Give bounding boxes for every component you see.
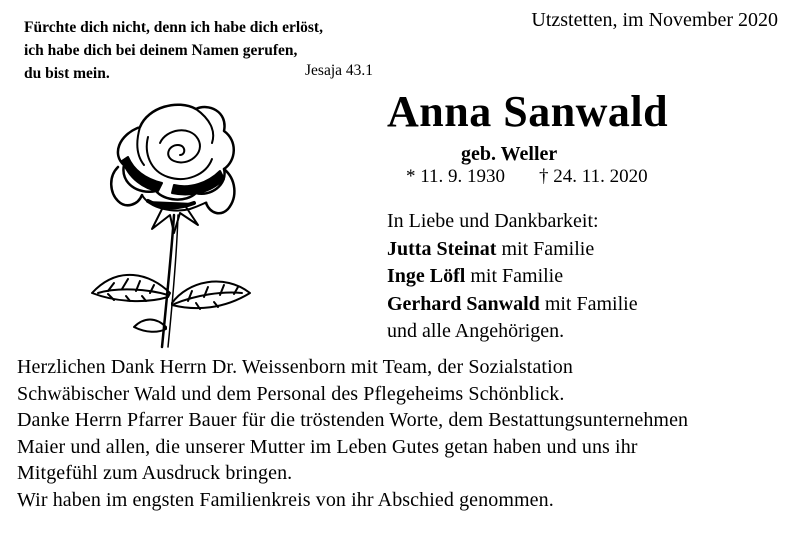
mourners-intro: In Liebe und Dankbarkeit: bbox=[387, 210, 599, 232]
mourner-suffix: mit Familie bbox=[539, 292, 638, 315]
mourner-name: Inge Löfl bbox=[387, 265, 466, 287]
thanks-line: Schwäbischer Wald und dem Personal des Pflegeheims Schönblick. bbox=[17, 382, 565, 405]
mourner-name: Gerhard Sanwald bbox=[387, 292, 540, 315]
birth-name: geb. Weller bbox=[461, 143, 558, 165]
death-date: † 24. 11. 2020 bbox=[539, 166, 648, 187]
verse-line: Fürchte dich nicht, denn ich habe dich erlöst, bbox=[24, 19, 323, 36]
rose-icon bbox=[78, 97, 258, 352]
mourner-line bbox=[387, 263, 638, 291]
thanks-line: Mitgefühl zum Ausdruck bringen. bbox=[17, 462, 293, 484]
birth-date: * 11. 9. 1930 bbox=[406, 166, 506, 187]
thanks-line: Wir haben im engsten Familienkreis von ihr Abschied genommen. bbox=[17, 488, 554, 511]
mourner-suffix: mit Familie bbox=[496, 237, 595, 260]
verse-line: ich habe dich bei deinem Namen gerufen, bbox=[24, 42, 298, 59]
mourners-closing: und alle Angehörigen. bbox=[387, 320, 565, 342]
thanks-line: Maier und allen, die unserer Mutter im Leben Gutes getan haben und uns ihr bbox=[17, 435, 638, 458]
mourner-name: Jutta Steinat bbox=[387, 237, 497, 260]
thanks-line: Herzlichen Dank Herrn Dr. Weissenborn mit Team, der Sozialstation bbox=[17, 356, 573, 378]
mourner-suffix: mit Familie bbox=[465, 265, 564, 287]
verse-line: du bist mein. bbox=[24, 65, 110, 82]
bible-verse bbox=[24, 16, 323, 85]
deceased-name: Anna Sanwald bbox=[387, 87, 669, 136]
verse-reference: Jesaja 43.1 bbox=[305, 62, 374, 79]
thanks-line: Danke Herrn Pfarrer Bauer für die tröstenden Worte, dem Bestattungsunternehmen bbox=[17, 409, 689, 431]
mourner-line bbox=[387, 236, 638, 264]
mourners-list bbox=[387, 208, 638, 346]
place-and-date: Utzstetten, im November 2020 bbox=[531, 9, 778, 31]
thanks-text bbox=[17, 354, 688, 513]
life-dates bbox=[406, 166, 648, 188]
mourner-line bbox=[387, 291, 638, 319]
